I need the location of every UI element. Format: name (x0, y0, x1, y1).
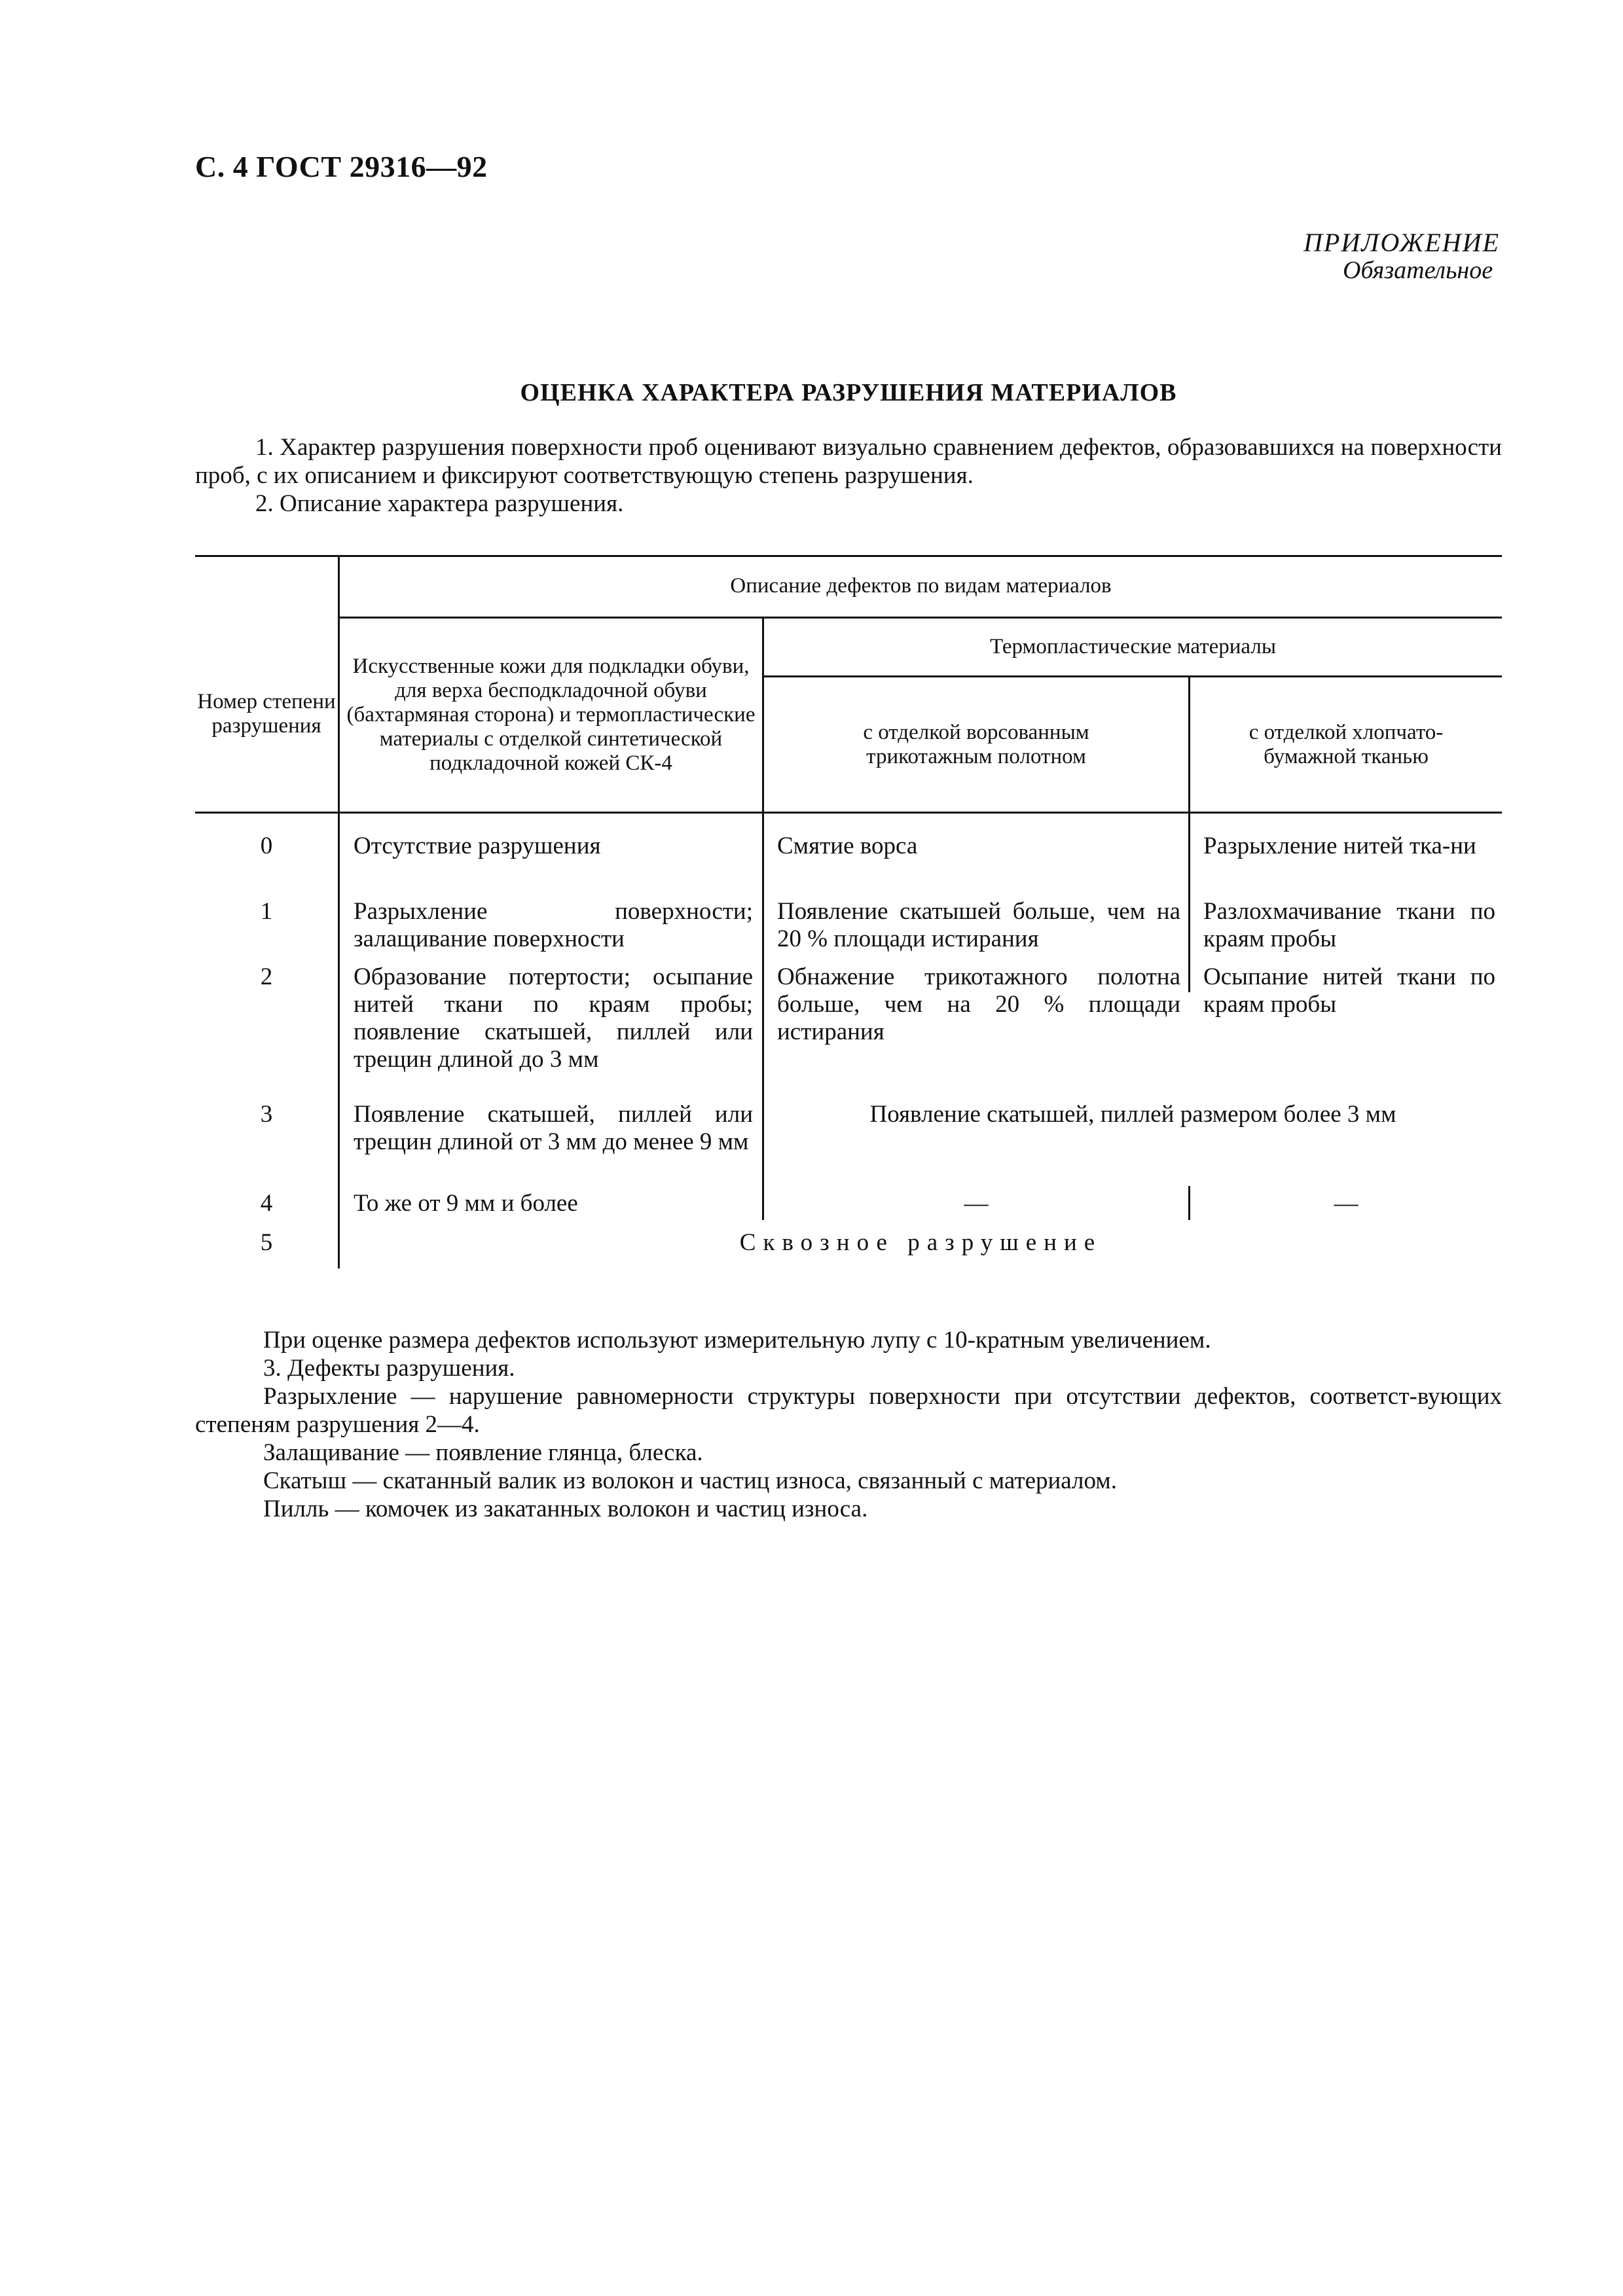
intro-section (195, 433, 1502, 518)
appendix-status: Обязательное (1343, 257, 1493, 284)
note-paragraph: Залащивание — появление глянца, блеска. (263, 1439, 703, 1466)
table-cell: Смятие ворса (777, 833, 918, 859)
note-paragraph: Разрыхление — нарушение равномерности структуры поверхности при отсутствии дефектов, соответст-вующих степеням разрушения 2—4. (195, 1383, 1502, 1438)
destruction-table (195, 555, 1502, 1268)
table-cell: Обнажение трикотажного полотна больше, чем на 20 % площади истирания (777, 963, 1180, 1045)
table-cell: Разлохмачивание ткани по краям пробы (1203, 898, 1495, 952)
header-col3: с отделкой хлопчато-бумажной тканью (1249, 720, 1444, 768)
table-cell-dash: — (1334, 1190, 1359, 1217)
appendix-label (1304, 229, 1500, 284)
header-group: Описание дефектов по видам материалов (730, 573, 1112, 598)
row-degree: 1 (260, 898, 273, 925)
table-cell-merged: Сквозное разрушение (739, 1229, 1103, 1256)
row-degree: 0 (260, 833, 273, 859)
table-rule-header-bottom (195, 812, 1502, 814)
table-cell: То же от 9 мм и более (354, 1190, 578, 1217)
table-cell: Появление скатышей больше, чем на 20 % площади истирания (777, 898, 1180, 952)
page-header: С. 4 ГОСТ 29316—92 (195, 150, 488, 183)
table-cell: Отсутствие разрушения (354, 833, 601, 859)
document-title: ОЦЕНКА ХАРАКТЕРА РАЗРУШЕНИЯ МАТЕРИАЛОВ (520, 379, 1177, 406)
intro-paragraph: 2. Описание характера разрушения. (255, 490, 624, 517)
header-degree: Номер степени разрушения (197, 690, 336, 738)
table-cell-merged: Появление скатышей, пиллей размером более 3 мм (869, 1101, 1396, 1128)
row-degree: 3 (260, 1101, 273, 1128)
note-paragraph: 3. Дефекты разрушения. (263, 1355, 515, 1382)
table-cell: Появление скатышей, пиллей или трещин длиной от 3 мм до менее 9 мм (354, 1101, 753, 1155)
header-col1: Искусственные кожи для подкладки обуви, для верха бесподкладочной обуви (бахтармяная сторона) и термопластические материалы с отделкой синтетической подкладочной кожей СК-4 (346, 655, 756, 775)
row-degree: 5 (260, 1229, 273, 1256)
table-cell: Разрыхление поверхности; залащивание поверхности (354, 898, 753, 952)
note-paragraph: При оценке размера дефектов используют измерительную лупу с 10-кратным увеличением. (263, 1327, 1211, 1354)
table-cell-dash: — (964, 1190, 989, 1217)
note-paragraph: Скатыш — скатанный валик из волокон и частиц износа, связанный с материалом. (263, 1467, 1117, 1494)
note-paragraph: Пилль — комочек из закатанных волокон и частиц износа. (263, 1496, 868, 1522)
appendix-title: ПРИЛОЖЕНИЕ (1304, 228, 1500, 257)
row-degree: 2 (260, 963, 273, 990)
table-cell: Осыпание нитей ткани по краям пробы (1203, 963, 1495, 1018)
table-cell: Образование потертости; осыпание нитей ткани по краям пробы; появление скатышей, пиллей или трещин длиной до 3 мм (354, 963, 753, 1073)
notes-section (195, 1326, 1502, 1523)
table-cell: Разрыхление нитей тка-ни (1203, 833, 1476, 859)
row-degree: 4 (260, 1190, 273, 1217)
intro-paragraph: 1. Характер разрушения поверхности проб оценивают визуально сравнением дефектов, образовавшихся на поверхности проб, с их описанием и фиксируют соответствующую степень разрушения. (195, 434, 1502, 489)
header-thermo: Термопластические материалы (990, 635, 1276, 658)
header-col2: с отделкой ворсованным трикотажным полотном (863, 720, 1089, 768)
